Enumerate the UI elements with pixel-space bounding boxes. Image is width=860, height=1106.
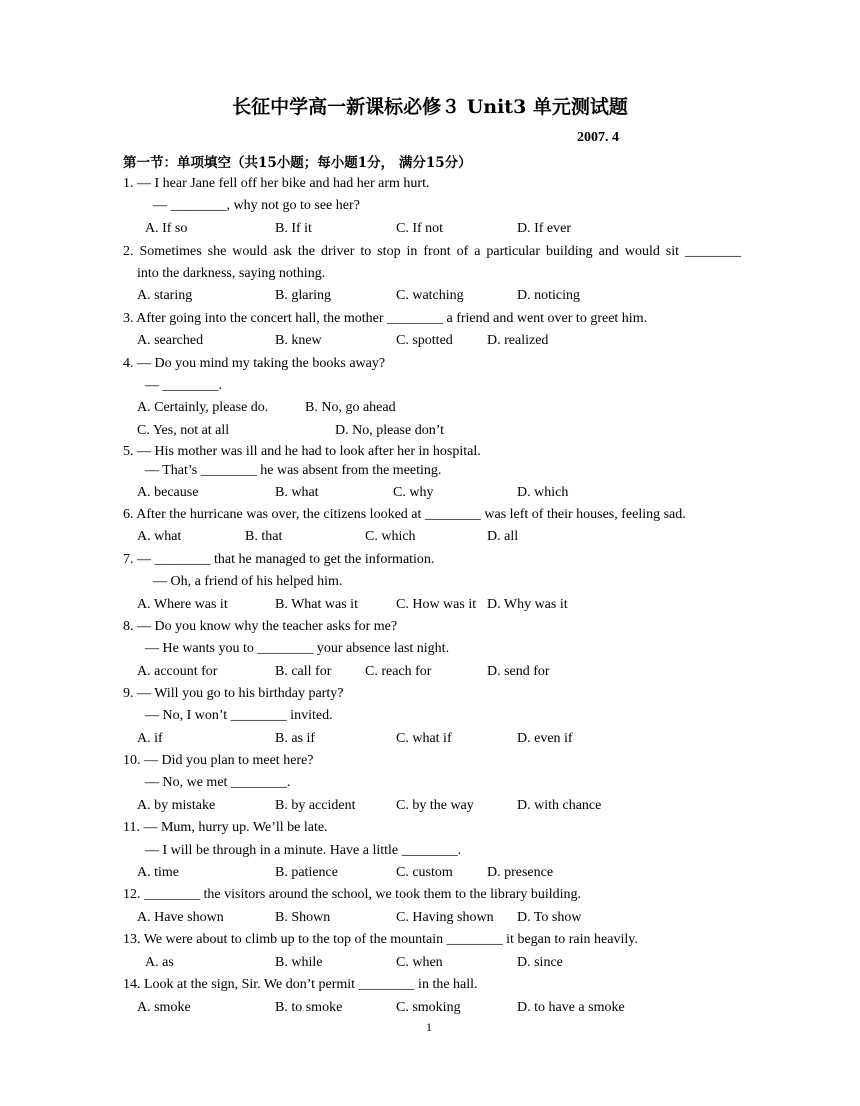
question-5-option-d: D. which: [517, 485, 569, 500]
question-4-option-a: A. Certainly, please do.: [137, 400, 269, 415]
question-4-option-c: C. Yes, not at all: [137, 423, 230, 438]
question-12-option-d: D. To show: [517, 910, 582, 925]
page-title: 长征中学高一新课标必修３ Unit3 单元测试题: [232, 96, 628, 118]
page-number: 1: [426, 1020, 432, 1034]
question-7-reply: — Oh, a friend of his helped him.: [153, 574, 343, 589]
question-13-option-c: C. when: [396, 955, 443, 970]
question-6-option-d: D. all: [487, 529, 519, 544]
question-4-option-b: B. No, go ahead: [305, 400, 396, 415]
question-9-option-c: C. what if: [396, 731, 452, 746]
question-8-option-b: B. call for: [275, 664, 332, 679]
question-12-option-b: B. Shown: [275, 910, 331, 925]
question-2-option-c: C. watching: [396, 288, 464, 303]
question-4-reply: — ________.: [145, 378, 222, 393]
question-6-option-b: B. that: [245, 529, 283, 544]
question-6-option-c: C. which: [365, 529, 416, 544]
question-13-stem: 13. We were about to climb up to the top of the mountain ________ it began to rain heavily.: [123, 932, 638, 947]
question-14-option-b: B. to smoke: [275, 1000, 343, 1015]
question-2-stem: 2. Sometimes she would ask the driver to stop in front of a particular building and would sit ________: [123, 244, 741, 259]
question-8-option-c: C. reach for: [365, 664, 432, 679]
question-10-stem: 10. — Did you plan to meet here?: [123, 753, 314, 768]
question-14-option-c: C. smoking: [396, 1000, 461, 1015]
question-14-option-d: D. to have a smoke: [517, 1000, 625, 1015]
question-14-option-a: A. smoke: [137, 1000, 191, 1015]
question-12-option-a: A. Have shown: [137, 910, 224, 925]
question-7-option-a: A. Where was it: [137, 597, 228, 612]
question-2-option-b: B. glaring: [275, 288, 331, 303]
question-6-option-a: A. what: [137, 529, 182, 544]
question-12-stem: 12. ________ the visitors around the school, we took them to the library building.: [123, 887, 582, 902]
question-11-option-d: D. presence: [487, 865, 554, 880]
question-11-option-b: B. patience: [275, 865, 338, 880]
question-3-option-d: D. realized: [487, 333, 549, 348]
question-3-option-b: B. knew: [275, 333, 322, 348]
question-6-stem: 6. After the hurricane was over, the citizens looked at ________ was left of their houses, feeling sad.: [123, 507, 686, 522]
question-2-stem-cont: into the darkness, saying nothing.: [137, 266, 326, 281]
question-7-option-b: B. What was it: [275, 597, 358, 612]
exam-date: 2007. 4: [577, 130, 619, 145]
question-1-option-b: B. If it: [275, 221, 312, 236]
question-10-option-c: C. by the way: [396, 798, 474, 813]
question-7-option-d: D. Why was it: [487, 597, 568, 612]
question-11-reply: — I will be through in a minute. Have a little ________.: [145, 843, 462, 858]
question-4-option-d: D. No, please don’t: [335, 423, 444, 438]
question-5-option-c: C. why: [393, 485, 434, 500]
question-8-reply: — He wants you to ________ your absence last night.: [145, 641, 450, 656]
question-13-option-a: A. as: [145, 955, 174, 970]
question-10-option-b: B. by accident: [275, 798, 356, 813]
question-7-stem: 7. — ________ that he managed to get the information.: [123, 552, 435, 567]
question-9-stem: 9. — Will you go to his birthday party?: [123, 686, 344, 701]
question-3-stem: 3. After going into the concert hall, the mother ________ a friend and went over to greet him.: [123, 311, 648, 326]
question-11-option-a: A. time: [137, 865, 179, 880]
question-13-option-d: D. since: [517, 955, 563, 970]
question-5-reply: — That’s ________ he was absent from the meeting.: [145, 463, 442, 478]
question-1-option-a: A. If so: [145, 221, 188, 236]
question-3-option-c: C. spotted: [396, 333, 453, 348]
question-8-option-a: A. account for: [137, 664, 218, 679]
question-7-option-c: C. How was it: [396, 597, 477, 612]
question-12-option-c: C. Having shown: [396, 910, 494, 925]
question-14-stem: 14. Look at the sign, Sir. We don’t permit ________ in the hall.: [123, 977, 478, 992]
question-1-option-c: C. If not: [396, 221, 444, 236]
question-2-option-a: A. staring: [137, 288, 193, 303]
question-9-option-a: A. if: [137, 731, 163, 746]
question-4-stem: 4. — Do you mind my taking the books away?: [123, 356, 386, 371]
question-3-option-a: A. searched: [137, 333, 204, 348]
question-9-reply: — No, I won’t ________ invited.: [145, 708, 333, 723]
question-10-option-d: D. with chance: [517, 798, 602, 813]
question-9-option-d: D. even if: [517, 731, 573, 746]
question-5-option-a: A. because: [137, 485, 199, 500]
section-heading: 第一节：单项填空（共15小题；每小题1分， 满分15分）: [123, 155, 472, 171]
question-10-option-a: A. by mistake: [137, 798, 216, 813]
question-1-reply: — ________, why not go to see her?: [153, 198, 360, 213]
question-11-option-c: C. custom: [396, 865, 453, 880]
question-2-option-d: D. noticing: [517, 288, 580, 303]
question-11-stem: 11. — Mum, hurry up. We’ll be late.: [123, 820, 328, 835]
question-1-option-d: D. If ever: [517, 221, 572, 236]
question-10-reply: — No, we met ________.: [145, 775, 291, 790]
question-13-option-b: B. while: [275, 955, 323, 970]
question-5-option-b: B. what: [275, 485, 319, 500]
question-8-option-d: D. send for: [487, 664, 550, 679]
question-9-option-b: B. as if: [275, 731, 316, 746]
question-1-stem: 1. — I hear Jane fell off her bike and had her arm hurt.: [123, 176, 430, 191]
question-5-stem: 5. — His mother was ill and he had to look after her in hospital.: [123, 444, 481, 459]
question-8-stem: 8. — Do you know why the teacher asks for me?: [123, 619, 398, 634]
